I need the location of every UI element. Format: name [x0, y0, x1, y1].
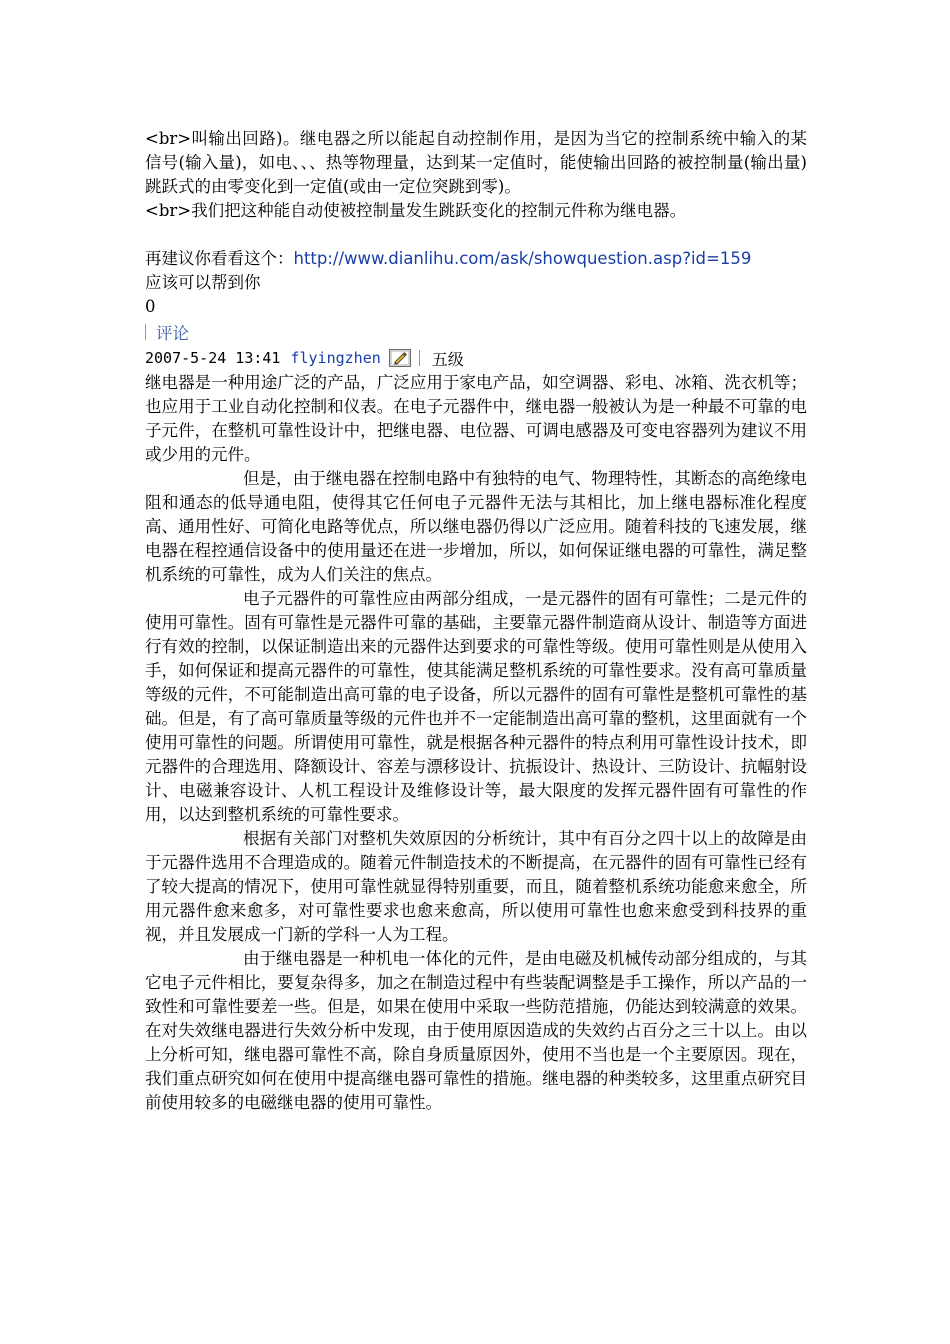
suggest-suffix: 应该可以帮到你 — [145, 273, 261, 292]
post-meta — [145, 345, 807, 371]
body-paragraph: 但是，由于继电器在控制电路中有独特的电气、物理特性，其断态的高绝缘电阻和通态的低导通电阻，使得其它任何电子元器件无法与其相比，加上继电器标准化程度高、通用性好、可简化电路等优点，所以继电器仍得以广泛应用。随着科技的飞速发展，继电器在程控通信设备中的使用量还在进一步增加，所以，如何保证继电器的可靠性，满足整机系统的可靠性，成为人们关注的焦点。 — [145, 469, 807, 584]
post-date: 2007-5-24 13:41 — [145, 349, 281, 367]
comment-row — [145, 319, 807, 345]
top-paragraph-2: <br>我们把这种能自动使被控制量发生跳跃变化的控制元件称为继电器。 — [145, 201, 687, 220]
pencil-badge-icon[interactable] — [389, 349, 411, 367]
user-rank: 五级 — [431, 349, 464, 369]
vote-count: 0 — [145, 297, 156, 316]
spacer — [145, 223, 807, 247]
body-paragraph: 由于继电器是一种机电一体化的元件，是由电磁及机械传动部分组成的，与其它电子元件相比，要复杂得多，加之在制造过程中有些装配调整是手工操作，所以产品的一致性和可靠性要差一些。但是，如果在使用中采取一些防范措施，仍能达到较满意的效果。在对失效继电器进行失效分析中发现，由于使用原因造成的失效约占百分之三十以上。由以上分析可知，继电器可靠性不高，除自身质量原因外，使用不当也是一个主要原因。现在，我们重点研究如何在使用中提高继电器可靠性的措施。继电器的种类较多，这里重点研究目前使用较多的电磁继电器的使用可靠性。 — [145, 949, 807, 1112]
body-paragraph: 电子元器件的可靠性应由两部分组成，一是元器件的固有可靠性；二是元件的使用可靠性。固有可靠性是元器件可靠的基础，主要靠元器件制造商从设计、制造等方面进行有效的控制，以保证制造出来的元器件达到要求的可靠性等级。使用可靠性则是从使用入手，如何保证和提高元器件的可靠性，使其能满足整机系统的可靠性要求。没有高可靠质量等级的元件，不可能制造出高可靠的电子设备，所以元器件的固有可靠性是整机可靠性的基础。但是，有了高可靠质量等级的元件也并不一定能制造出高可靠的整机，这里面就有一个使用可靠性的问题。所谓使用可靠性，就是根据各种元器件的特点利用可靠性设计技术，即元器件的合理选用、降额设计、容差与漂移设计、抗振设计、热设计、三防设计、抗幅射设计、电磁兼容设计、人机工程设计及维修设计等，最大限度的发挥元器件固有可靠性的作用，以达到整机系统的可靠性要求。 — [145, 589, 807, 824]
suggest-prefix: 再建议你看看这个： — [145, 249, 294, 268]
document-page — [145, 127, 807, 1115]
top-paragraph-1: <br>叫输出回路)。继电器之所以能起自动控制作用，是因为当它的控制系统中输入的某信号(输入量)，如电、、、热等物理量，达到某一定值时，能使输出回路的被控制量(输出量)跳跃式的由零变化到一定值(或由一定位突跳到零)。 — [145, 129, 807, 196]
body-paragraph: 根据有关部门对整机失效原因的分析统计，其中有百分之四十以上的故障是由于元器件选用不合理造成的。随着元件制造技术的不断提高，在元器件的固有可靠性已经有了较大提高的情况下，使用可靠性就显得特别重要，而且，随着整机系统功能愈来愈全，所用元器件愈来愈多，对可靠性要求也愈来愈高，所以使用可靠性也愈来愈受到科技界的重视，并且发展成一门新的学科一人为工程。 — [145, 829, 807, 944]
comment-divider — [145, 324, 146, 340]
suggest-line — [145, 247, 807, 271]
post-user[interactable]: flyingzhen — [290, 349, 381, 367]
meta-divider — [419, 350, 420, 366]
suggest-link[interactable]: http://www.dianlihu.com/ask/showquestion.asp?id=159 — [293, 249, 752, 268]
comment-link[interactable]: 评论 — [156, 324, 189, 343]
body-paragraph: 继电器是一种用途广泛的产品，广泛应用于家电产品，如空调器、彩电、冰箱、洗衣机等；也应用于工业自动化控制和仪表。在电子元器件中，继电器一般被认为是一种最不可靠的电子元件，在整机可靠性设计中，把继电器、电位器、可调电感器及可变电容器列为建议不用或少用的元件。 — [145, 373, 807, 464]
